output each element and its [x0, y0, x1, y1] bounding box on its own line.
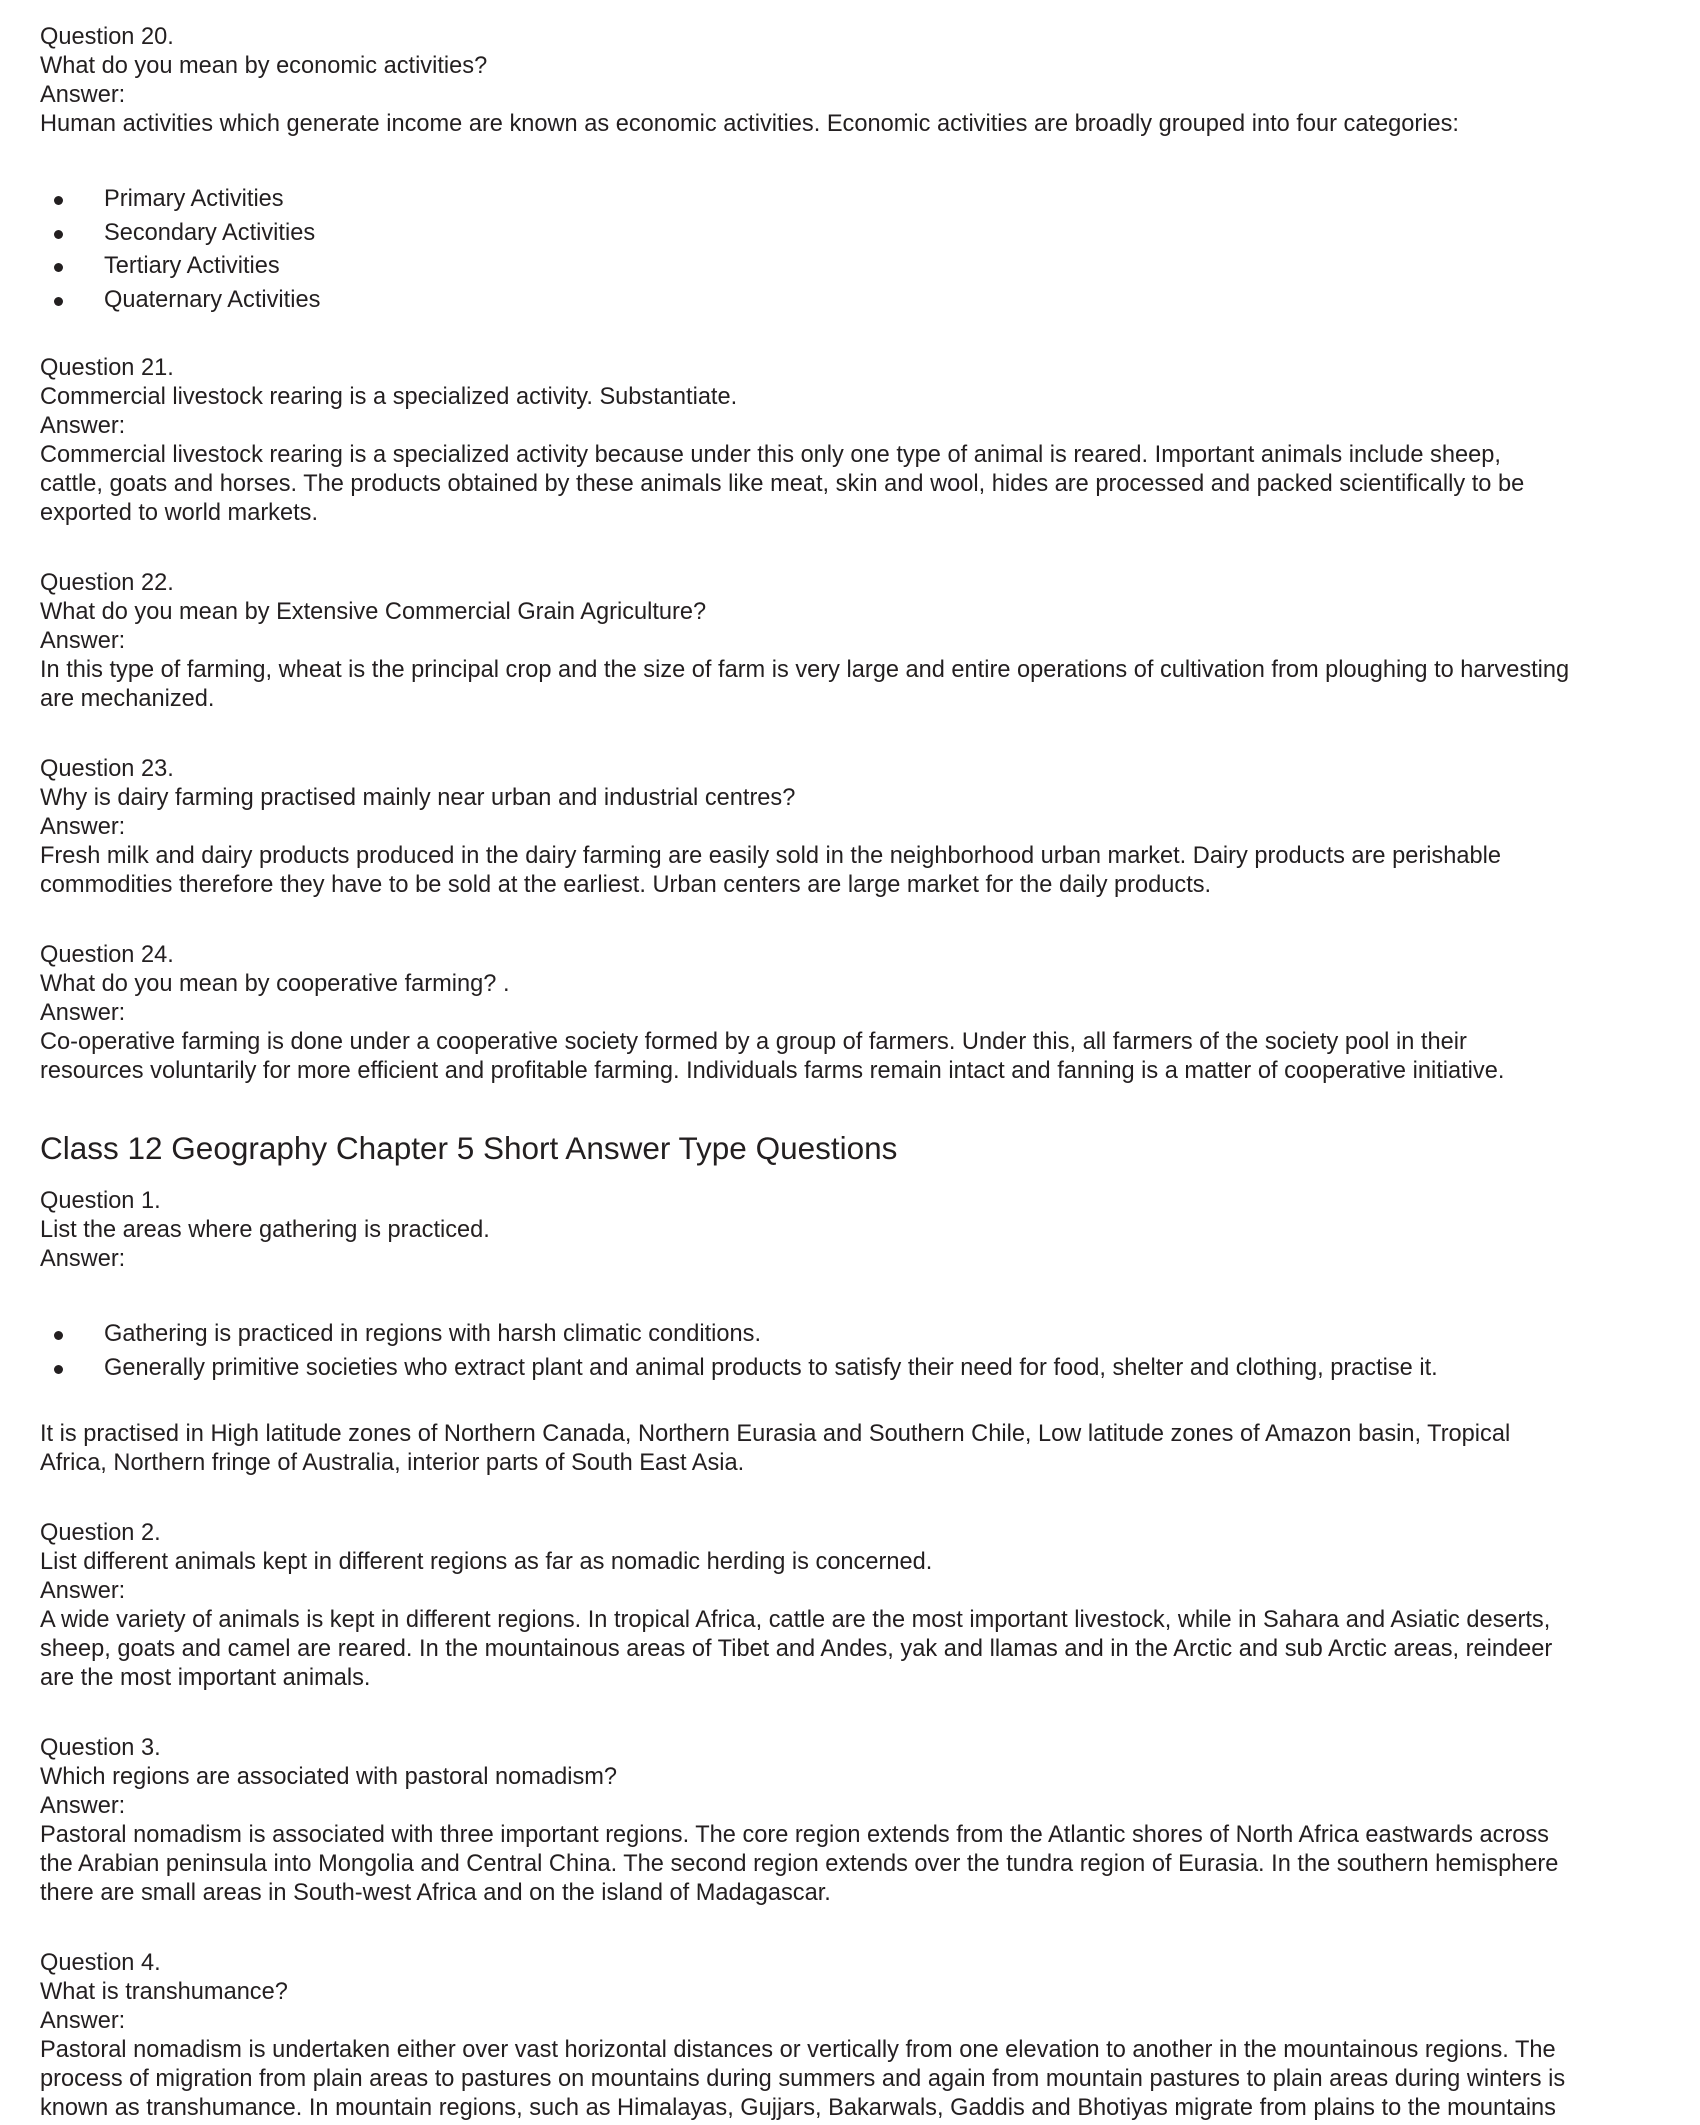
- bullet-icon: [54, 297, 63, 306]
- question-number: Question 20.: [40, 24, 174, 50]
- bullet-icon: [54, 196, 63, 205]
- short-question-3: [40, 1734, 1670, 1908]
- answer-label: Answer:: [40, 1000, 126, 1026]
- question-text: Commercial livestock rearing is a specialized activity. Substantiate.: [40, 384, 738, 410]
- question-text: What do you mean by Extensive Commercial Grain Agriculture?: [40, 599, 707, 625]
- bullet-icon: [54, 263, 63, 272]
- question-number: Question 24.: [40, 942, 174, 968]
- question-text: Why is dairy farming practised mainly near urban and industrial centres?: [40, 785, 796, 811]
- answer-label: Answer:: [40, 1578, 126, 1604]
- question-text: List different animals kept in different regions as far as nomadic herding is concerned.: [40, 1549, 933, 1575]
- answer-label: Answer:: [40, 1793, 126, 1819]
- answer-label: Answer:: [40, 628, 126, 654]
- answer-text: It is practised in High latitude zones of Northern Canada, Northern Eurasia and Southern Chile, Low latitude zones of Amazon basin, Tropical Africa, Northern fringe of Australia, interior parts of South East Asia.: [40, 1421, 1511, 1476]
- short-question-2: [40, 1519, 1670, 1693]
- answer-label: Answer:: [40, 814, 126, 840]
- answer-text: Human activities which generate income are known as economic activities. Economic activities are broadly grouped into four categories:: [40, 111, 1459, 137]
- short-question-1-answer: [40, 1420, 1670, 1478]
- question-21: [40, 354, 1670, 528]
- list-item: Primary Activities: [40, 183, 1670, 217]
- short-question-4: [40, 1949, 1670, 2123]
- list-item: Quaternary Activities: [40, 284, 1670, 318]
- answer-label: Answer:: [40, 2008, 126, 2034]
- answer-text: Pastoral nomadism is associated with three important regions. The core region extends from the Atlantic shores of North Africa eastwards across the Arabian peninsula into Mongolia and Central China. The second region extends over the tundra region of Eurasia. In the southern hemisphere there are small areas in South-west Africa and on the island of Madagascar.: [40, 1822, 1559, 1906]
- answer-text: Fresh milk and dairy products produced in the dairy farming are easily sold in the neighborhood urban market. Dairy products are perishable commodities therefore they have to be sold at the earliest. Urban centers are large market for the daily products.: [40, 843, 1501, 898]
- short-question-1: [40, 1187, 1670, 1274]
- bullet-list: [40, 183, 1670, 317]
- question-text: What do you mean by cooperative farming? .: [40, 971, 510, 997]
- answer-text: A wide variety of animals is kept in different regions. In tropical Africa, cattle are the most important livestock, while in Sahara and Asiatic deserts, sheep, goats and camel are reared. In the mountainous areas of Tibet and Andes, yak and llamas and in the Arctic and sub Arctic areas, reindeer are the most important animals.: [40, 1607, 1553, 1691]
- bullet-list: [40, 1318, 1670, 1385]
- list-item: Secondary Activities: [40, 217, 1670, 251]
- question-number: Question 23.: [40, 756, 174, 782]
- list-item: Generally primitive societies who extract plant and animal products to satisfy their need for food, shelter and clothing, practise it.: [40, 1352, 1670, 1386]
- question-text: List the areas where gathering is practiced.: [40, 1217, 490, 1243]
- answer-text: In this type of farming, wheat is the principal crop and the size of farm is very large and entire operations of cultivation from ploughing to harvesting are mechanized.: [40, 657, 1570, 712]
- question-22: [40, 569, 1670, 714]
- list-item: Tertiary Activities: [40, 250, 1670, 284]
- bullet-icon: [54, 1331, 63, 1340]
- bullet-icon: [54, 1365, 63, 1374]
- list-item: Gathering is practiced in regions with harsh climatic conditions.: [40, 1318, 1670, 1352]
- answer-label: Answer:: [40, 82, 126, 108]
- question-number: Question 1.: [40, 1188, 161, 1214]
- question-number: Question 21.: [40, 355, 174, 381]
- question-text: Which regions are associated with pastoral nomadism?: [40, 1764, 618, 1790]
- answer-text: Co-operative farming is done under a cooperative society formed by a group of farmers. Under this, all farmers of the society pool in their resources voluntarily for more efficient and profitable farming. Individuals farms remain intact and fanning is a matter of cooperative initiative.: [40, 1029, 1505, 1084]
- question-number: Question 4.: [40, 1950, 161, 1976]
- bullet-icon: [54, 230, 63, 239]
- answer-text: Pastoral nomadism is undertaken either over vast horizontal distances or vertically from one elevation to another in the mountainous regions. The process of migration from plain areas to pastures on mountains during summers and again from mountain pastures to plain areas during winters is known as transhumance. In mountain regions, such as Himalayas, Gujjars, Bakarwals, Gaddis and Bhotiyas migrate from plains to the mountains: [40, 2037, 1566, 2121]
- question-20-list: [40, 183, 1670, 317]
- question-number: Question 22.: [40, 570, 174, 596]
- question-20: [40, 23, 1670, 139]
- question-23: [40, 755, 1670, 900]
- question-text: What is transhumance?: [40, 1979, 288, 2005]
- question-number: Question 2.: [40, 1520, 161, 1546]
- answer-label: Answer:: [40, 1246, 126, 1272]
- question-24: [40, 941, 1670, 1086]
- answer-text: Commercial livestock rearing is a specialized activity because under this only one type of animal is reared. Important animals include sheep, cattle, goats and horses. The products obtained by these animals like meat, skin and wool, hides are processed and packed scientifically to be exported to world markets.: [40, 442, 1525, 526]
- short-question-1-list: [40, 1318, 1670, 1385]
- question-number: Question 3.: [40, 1735, 161, 1761]
- question-text: What do you mean by economic activities?: [40, 53, 488, 79]
- section-heading: Class 12 Geography Chapter 5 Short Answer Type Questions: [40, 1130, 898, 1166]
- answer-label: Answer:: [40, 413, 126, 439]
